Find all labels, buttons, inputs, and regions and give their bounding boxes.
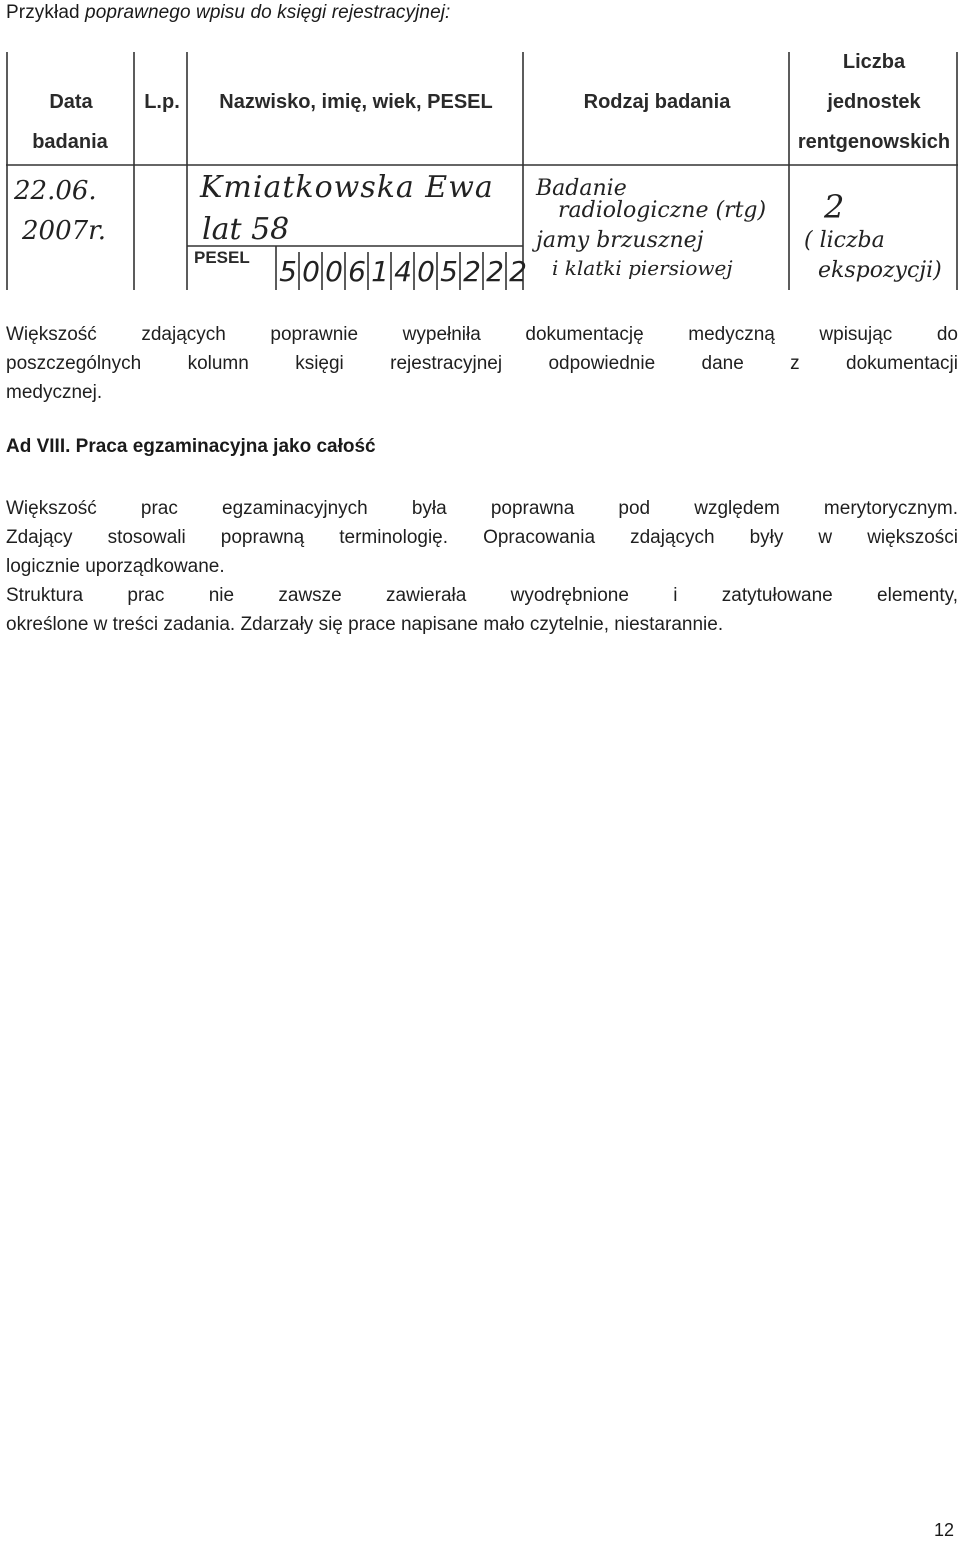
pesel-digit: 5 bbox=[279, 255, 297, 288]
section-heading: Ad VIII. Praca egzaminacyjna jako całość bbox=[6, 436, 376, 457]
entry-type-3: jamy brzusznej bbox=[536, 228, 704, 253]
pesel-digit: 1 bbox=[371, 255, 389, 288]
entry-date-2: 2007r. bbox=[22, 216, 107, 246]
pesel-digit: 2 bbox=[463, 255, 481, 288]
pesel-digit: 6 bbox=[348, 255, 366, 288]
paragraph-line: Struktura prac nie zawsze zawierała wyodrębnione i zatytułowane elementy, bbox=[6, 585, 958, 606]
paragraph-documentation bbox=[6, 320, 958, 407]
header-name: Nazwisko, imię, wiek, PESEL bbox=[219, 91, 493, 113]
header-exam-type: Rodzaj badania bbox=[583, 91, 731, 113]
intro-italic: poprawnego wpisu do księgi rejestracyjnej: bbox=[79, 2, 451, 23]
entry-units-3: ekspozycji) bbox=[818, 258, 942, 283]
entry-type-1: Badanie bbox=[536, 176, 627, 201]
intro-prefix: Przykład bbox=[6, 2, 80, 23]
pesel-digit: 0 bbox=[417, 255, 435, 288]
paragraph-exam-work bbox=[6, 494, 958, 639]
pesel-digit: 4 bbox=[394, 255, 412, 288]
register-scan bbox=[6, 52, 958, 290]
pesel-label: PESEL bbox=[194, 248, 250, 267]
intro-line bbox=[6, 2, 450, 24]
paragraph-line: medycznej. bbox=[6, 382, 103, 403]
paragraph-line: określone w treści zadania. Zdarzały się prace napisane mało czytelnie, niestarannie. bbox=[6, 614, 724, 635]
pesel-digit: 2 bbox=[486, 255, 504, 288]
paragraph-line: poszczególnych kolumn księgi rejestracyjnej odpowiednie dane z dokumentacji bbox=[6, 353, 958, 374]
entry-type-2: radiologiczne (rtg) bbox=[558, 198, 767, 223]
entry-units-1: 2 bbox=[824, 188, 845, 226]
header-lp: L.p. bbox=[144, 91, 180, 113]
entry-date-1: 22.06. bbox=[14, 176, 97, 206]
pesel-digit: 5 bbox=[440, 255, 458, 288]
entry-type-4: i klatki piersiowej bbox=[552, 256, 733, 280]
entry-name: Kmiatkowska Ewa bbox=[200, 170, 494, 205]
entry-units-2: ( liczba bbox=[804, 228, 885, 253]
paragraph-line: logicznie uporządkowane. bbox=[6, 556, 225, 577]
page-number: 12 bbox=[933, 1520, 954, 1540]
entry-age: lat 58 bbox=[202, 212, 290, 247]
paragraph-line: Zdający stosowali poprawną terminologię. Opracowania zdających były w większości bbox=[6, 527, 958, 548]
header-units-3: rentgenowskich bbox=[797, 131, 951, 153]
header-units-1: Liczba bbox=[842, 51, 906, 73]
header-date-1: Data bbox=[49, 91, 93, 113]
paragraph-line: Większość zdających poprawnie wypełniła dokumentację medyczną wpisując do bbox=[6, 324, 958, 345]
pesel-digit: 0 bbox=[325, 255, 343, 288]
pesel-digit: 2 bbox=[509, 255, 527, 288]
pesel-digit: 0 bbox=[302, 255, 320, 288]
paragraph-line: Większość prac egzaminacyjnych była poprawna pod względem merytorycznym. bbox=[6, 498, 958, 519]
header-date-2: badania bbox=[32, 131, 108, 153]
header-units-2: jednostek bbox=[827, 91, 921, 113]
